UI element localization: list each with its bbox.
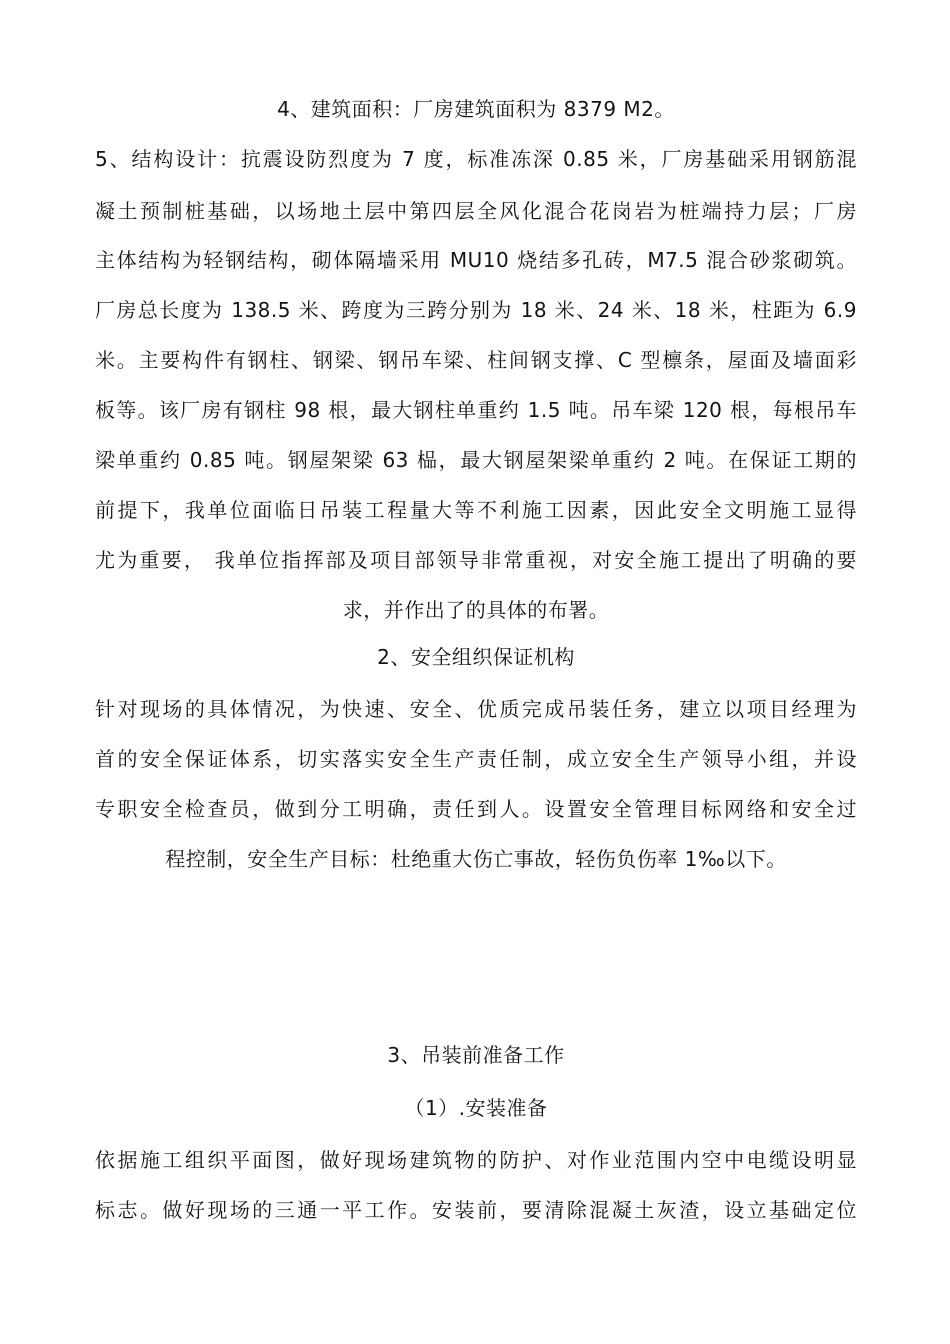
structure-line-8: 前提下，我单位面临日吊装工程量大等不利施工因素，因此安全文明施工显得	[95, 498, 857, 522]
structure-line-5: 米。主要构件有钢柱、钢梁、钢吊车梁、柱间钢支撑、C 型檩条，屋面及墙面彩	[95, 348, 857, 372]
prep-line-2: 标志。做好现场的三通一平工作。安装前，要清除混凝土灰渣，设立基础定位	[95, 1198, 857, 1222]
safety-line-2: 首的安全保证体系，切实落实安全生产责任制，成立安全生产领导小组，并设	[95, 747, 857, 771]
structure-line-3: 主体结构为轻钢结构，砌体隔墙采用 MU10 烧结多孔砖，M7.5 混合砂浆砌筑。	[95, 248, 857, 272]
section-heading-3: 3、吊装前准备工作	[387, 1043, 565, 1067]
structure-line-1: 5、结构设计：抗震设防烈度为 7 度，标准冻深 0.85 米，厂房基础采用钢筋混	[95, 147, 857, 171]
structure-line-2: 凝土预制桩基础，以场地土层中第四层全风化混合花岗岩为桩端持力层；厂房	[95, 199, 857, 223]
structure-line-9: 尤为重要， 我单位指挥部及项目部领导非常重视，对安全施工提出了明确的要	[95, 548, 857, 572]
structure-line-7: 梁单重约 0.85 吨。钢屋架梁 63 榀，最大钢屋架梁单重约 2 吨。在保证工期的	[95, 448, 857, 472]
structure-line-10: 求，并作出了的具体的布署。	[342, 598, 610, 622]
structure-line-6: 板等。该厂房有钢柱 98 根，最大钢柱单重约 1.5 吨。吊车梁 120 根，每根吊车	[95, 398, 857, 422]
building-area-line: 4、建筑面积：厂房建筑面积为 8379 M2。	[277, 97, 675, 121]
safety-line-3: 专职安全检查员，做到分工明确，责任到人。设置安全管理目标网络和安全过	[95, 797, 857, 821]
subsection-heading-3-1: （1）.安装准备	[404, 1096, 548, 1120]
safety-line-4: 程控制，安全生产目标：杜绝重大伤亡事故，轻伤负伤率 1‰以下。	[165, 847, 787, 871]
prep-line-1: 依据施工组织平面图，做好现场建筑物的防护、对作业范围内空中电缆设明显	[95, 1148, 857, 1172]
safety-line-1: 针对现场的具体情况，为快速、安全、优质完成吊装任务，建立以项目经理为	[95, 697, 857, 721]
section-heading-2: 2、安全组织保证机构	[377, 645, 575, 669]
structure-line-4: 厂房总长度为 138.5 米、跨度为三跨分别为 18 米、24 米、18 米，柱距为 6.9	[95, 298, 857, 322]
